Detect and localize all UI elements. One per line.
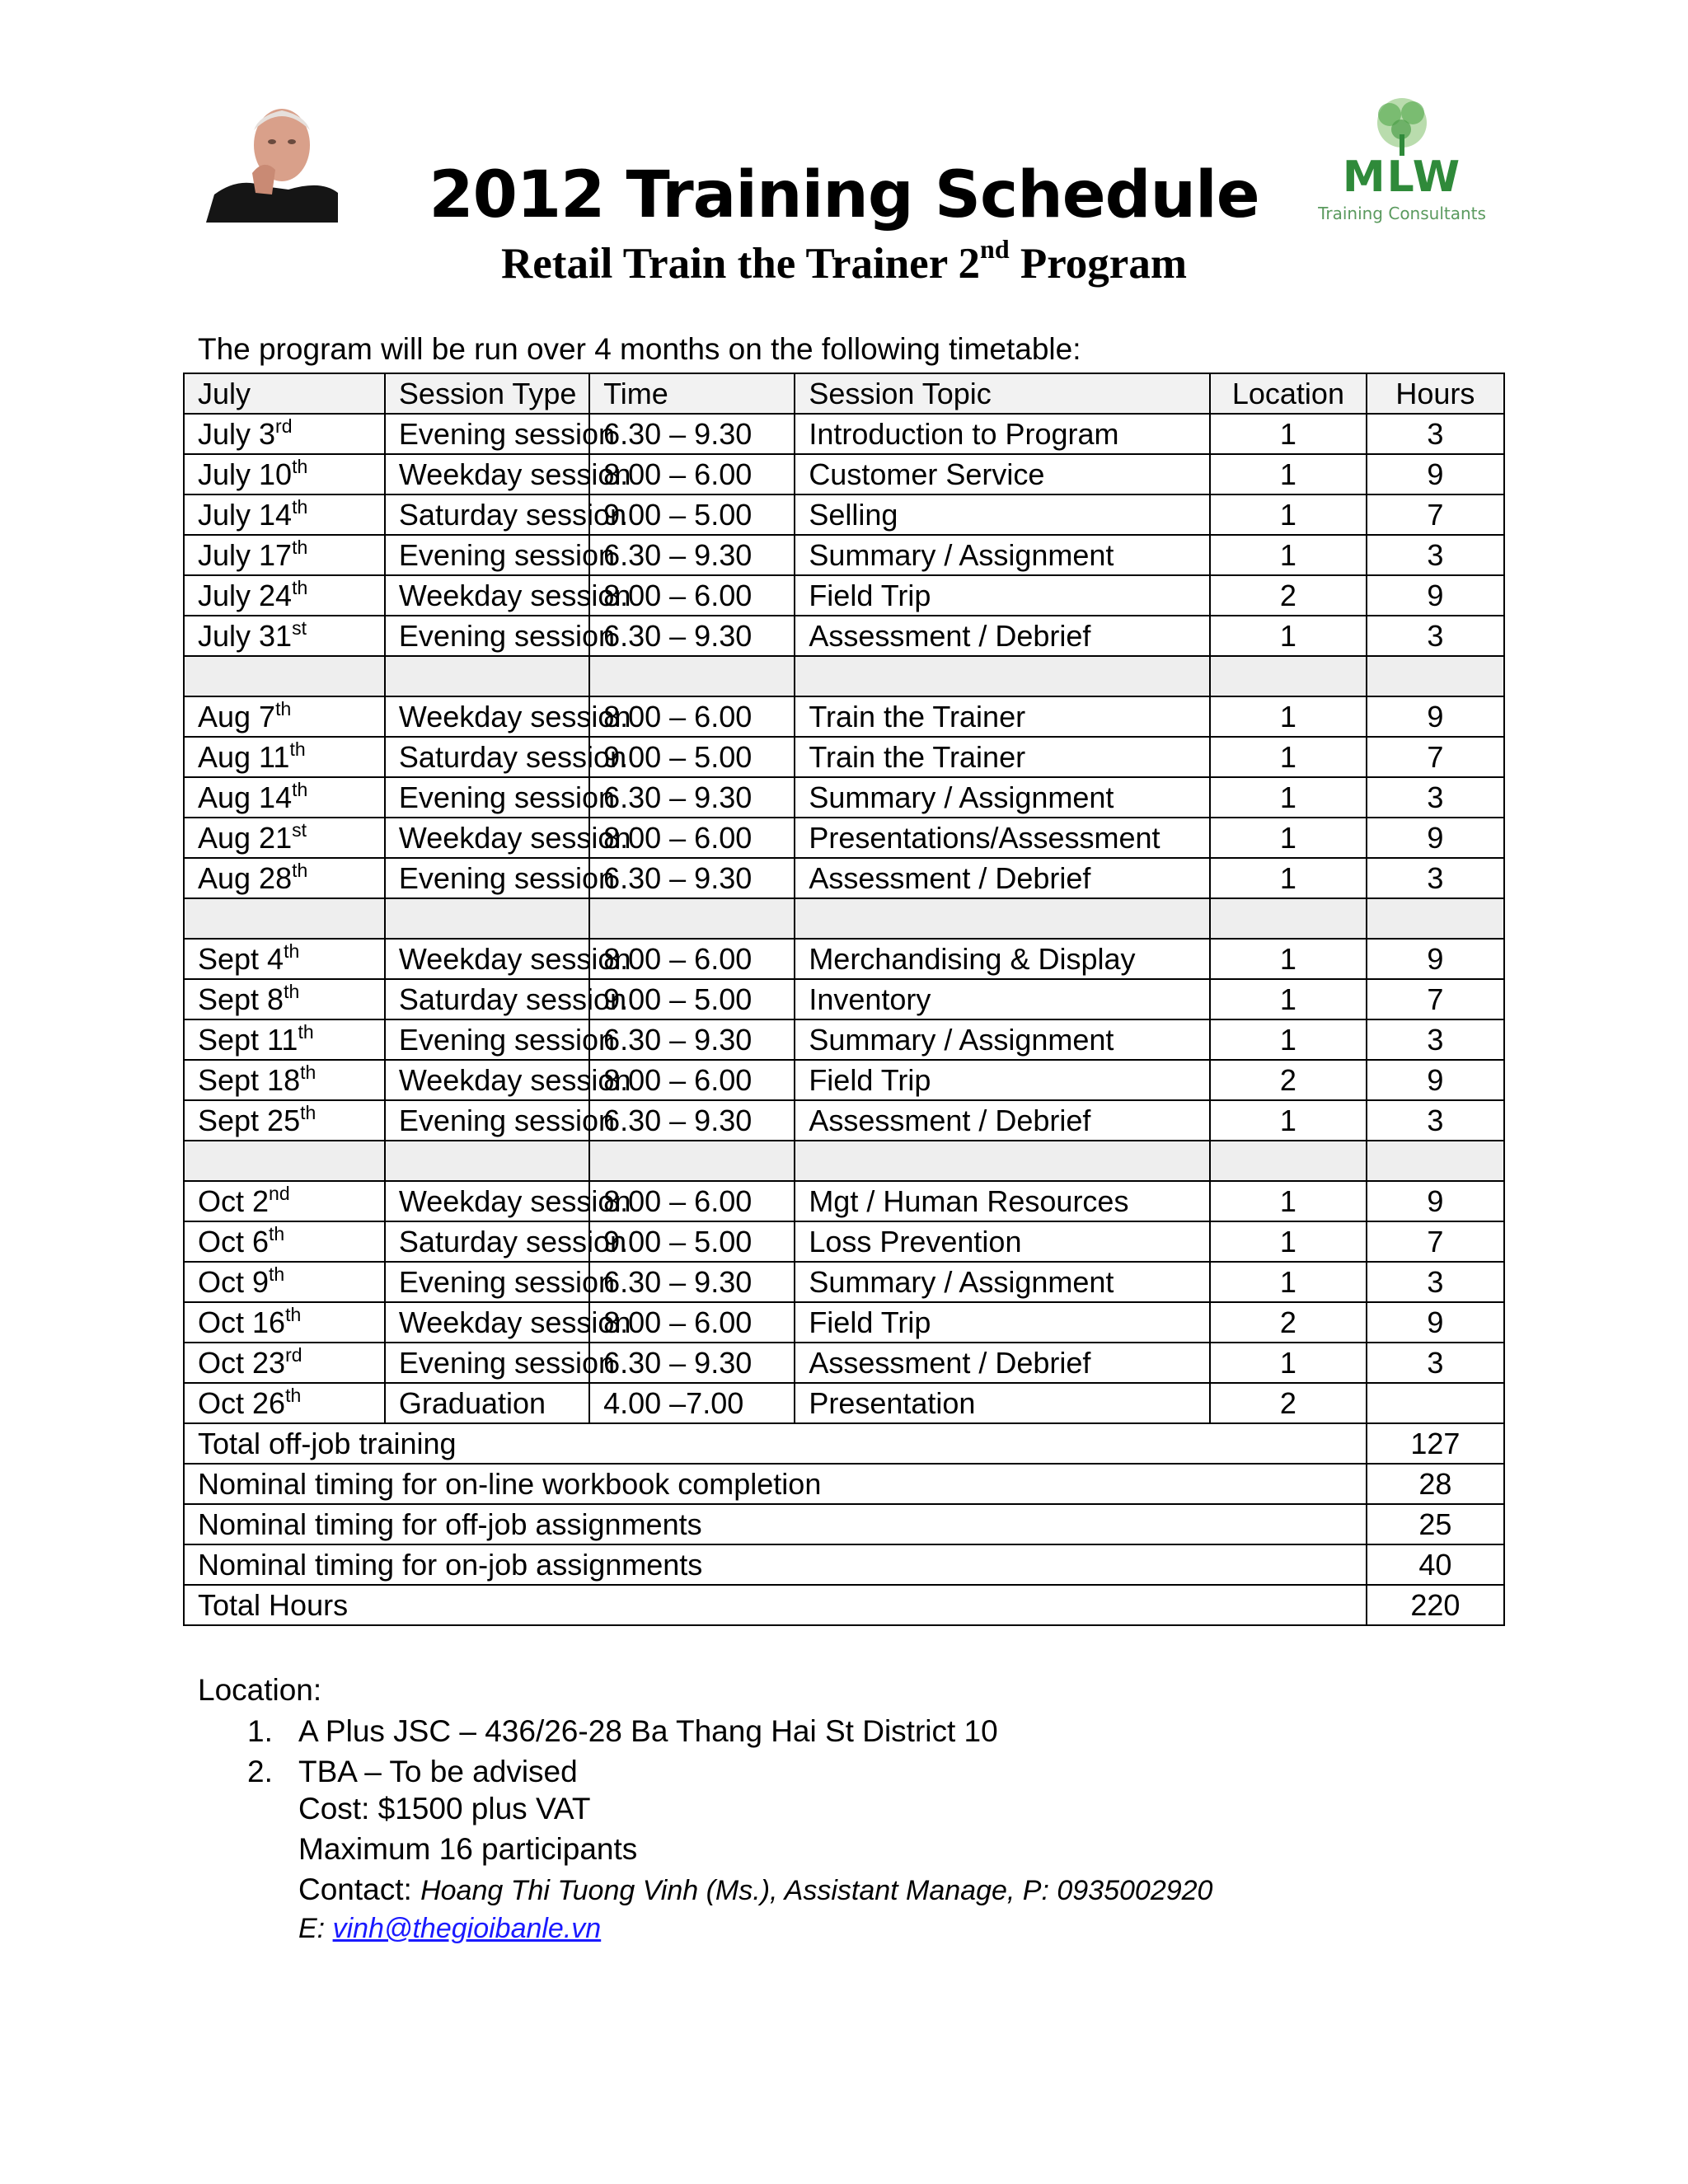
- session-type-cell: Weekday session: [385, 939, 589, 979]
- table-row: [184, 1019, 1504, 1060]
- topic-cell: Field Trip: [795, 1060, 1210, 1100]
- topic-cell: Selling: [795, 494, 1210, 535]
- summary-label: Total off-job training: [184, 1423, 1367, 1464]
- location-cell: 1: [1210, 1221, 1367, 1262]
- location-cell: 1: [1210, 777, 1367, 818]
- hours-cell: 3: [1367, 777, 1504, 818]
- email-link[interactable]: vinh@thegioibanle.vn: [332, 1913, 602, 1944]
- topic-cell: Train the Trainer: [795, 737, 1210, 777]
- location-cell: 1: [1210, 737, 1367, 777]
- topic-cell: Presentation: [795, 1383, 1210, 1423]
- table-row-spacer: [184, 656, 1504, 696]
- date-cell: Aug 28th: [184, 858, 385, 898]
- time-cell: 8.00 – 6.00: [589, 1302, 795, 1343]
- table-row: [184, 1221, 1504, 1262]
- time-cell: 6.30 – 9.30: [589, 1343, 795, 1383]
- location-cell: 2: [1210, 1060, 1367, 1100]
- table-header-row: [184, 373, 1504, 414]
- topic-cell: Assessment / Debrief: [795, 1100, 1210, 1141]
- column-header: Session Topic: [795, 373, 1210, 414]
- hours-cell: 3: [1367, 535, 1504, 575]
- summary-value: 127: [1367, 1423, 1504, 1464]
- time-cell: 6.30 – 9.30: [589, 1100, 795, 1141]
- hours-cell: 7: [1367, 979, 1504, 1019]
- session-type-cell: Evening session: [385, 1343, 589, 1383]
- summary-label: Nominal timing for on-job assignments: [184, 1544, 1367, 1585]
- time-cell: 6.30 – 9.30: [589, 1262, 795, 1302]
- hours-cell: 7: [1367, 737, 1504, 777]
- schedule-table: [183, 373, 1505, 1626]
- date-cell: July 3rd: [184, 414, 385, 454]
- location-cell: 2: [1210, 575, 1367, 616]
- table-row: [184, 494, 1504, 535]
- session-type-cell: Weekday session: [385, 696, 589, 737]
- table-row: [184, 777, 1504, 818]
- empty-cell: [589, 656, 795, 696]
- session-type-cell: Saturday session: [385, 1221, 589, 1262]
- contact-detail: Hoang Thi Tuong Vinh (Ms.), Assistant Manage, P: 0935002920: [420, 1875, 1213, 1906]
- time-cell: 8.00 – 6.00: [589, 1060, 795, 1100]
- hours-cell: 3: [1367, 616, 1504, 656]
- table-row: [184, 616, 1504, 656]
- time-cell: 8.00 – 6.00: [589, 575, 795, 616]
- session-type-cell: Weekday session: [385, 1181, 589, 1221]
- column-header: Hours: [1367, 373, 1504, 414]
- topic-cell: Summary / Assignment: [795, 1262, 1210, 1302]
- date-cell: Aug 14th: [184, 777, 385, 818]
- hours-cell: 3: [1367, 1343, 1504, 1383]
- table-row: [184, 939, 1504, 979]
- empty-cell: [1367, 656, 1504, 696]
- date-cell: Aug 11th: [184, 737, 385, 777]
- empty-cell: [795, 898, 1210, 939]
- table-row: [184, 535, 1504, 575]
- empty-cell: [795, 1141, 1210, 1181]
- empty-cell: [385, 656, 589, 696]
- location-cell: 1: [1210, 979, 1367, 1019]
- topic-cell: Introduction to Program: [795, 414, 1210, 454]
- location-cell: 2: [1210, 1302, 1367, 1343]
- topic-cell: Field Trip: [795, 575, 1210, 616]
- summary-label: Total Hours: [184, 1585, 1367, 1625]
- session-type-cell: Saturday session: [385, 737, 589, 777]
- time-cell: 9.00 – 5.00: [589, 1221, 795, 1262]
- time-cell: 8.00 – 6.00: [589, 818, 795, 858]
- time-cell: 8.00 – 6.00: [589, 454, 795, 494]
- topic-cell: Presentations/Assessment: [795, 818, 1210, 858]
- summary-row: [184, 1544, 1504, 1585]
- summary-row: [184, 1423, 1504, 1464]
- location-cell: 1: [1210, 494, 1367, 535]
- time-cell: 6.30 – 9.30: [589, 1019, 795, 1060]
- column-header: Session Type: [385, 373, 589, 414]
- hours-cell: 9: [1367, 1181, 1504, 1221]
- location-cell: 1: [1210, 696, 1367, 737]
- table-row-spacer: [184, 898, 1504, 939]
- topic-cell: Inventory: [795, 979, 1210, 1019]
- session-type-cell: Saturday session: [385, 494, 589, 535]
- empty-cell: [1210, 898, 1367, 939]
- location-cell: 1: [1210, 1100, 1367, 1141]
- empty-cell: [184, 656, 385, 696]
- table-row: [184, 858, 1504, 898]
- summary-row: [184, 1585, 1504, 1625]
- location-cell: 2: [1210, 1383, 1367, 1423]
- time-cell: 9.00 – 5.00: [589, 494, 795, 535]
- location-cell: 1: [1210, 1019, 1367, 1060]
- date-cell: Oct 9th: [184, 1262, 385, 1302]
- empty-cell: [184, 898, 385, 939]
- date-cell: Aug 7th: [184, 696, 385, 737]
- hours-cell: [1367, 1383, 1504, 1423]
- location-item: 2. TBA – To be advised: [247, 1755, 578, 1788]
- date-cell: Oct 6th: [184, 1221, 385, 1262]
- date-cell: July 31st: [184, 616, 385, 656]
- time-cell: 6.30 – 9.30: [589, 777, 795, 818]
- session-type-cell: Saturday session: [385, 979, 589, 1019]
- column-header: Time: [589, 373, 795, 414]
- date-cell: Oct 23rd: [184, 1343, 385, 1383]
- hours-cell: 9: [1367, 1302, 1504, 1343]
- table-row: [184, 1343, 1504, 1383]
- date-cell: Oct 2nd: [184, 1181, 385, 1221]
- date-cell: Sept 18th: [184, 1060, 385, 1100]
- empty-cell: [589, 898, 795, 939]
- time-cell: 8.00 – 6.00: [589, 1181, 795, 1221]
- empty-cell: [795, 656, 1210, 696]
- date-cell: Sept 25th: [184, 1100, 385, 1141]
- session-type-cell: Weekday session: [385, 454, 589, 494]
- topic-cell: Customer Service: [795, 454, 1210, 494]
- time-cell: 6.30 – 9.30: [589, 414, 795, 454]
- intro-text: The program will be run over 4 months on the following timetable:: [198, 332, 1081, 366]
- location-item: 1. A Plus JSC – 436/26-28 Ba Thang Hai St District 10: [247, 1714, 998, 1748]
- topic-cell: Assessment / Debrief: [795, 616, 1210, 656]
- topic-cell: Assessment / Debrief: [795, 1343, 1210, 1383]
- time-cell: 8.00 – 6.00: [589, 696, 795, 737]
- topic-cell: Merchandising & Display: [795, 939, 1210, 979]
- session-type-cell: Evening session: [385, 777, 589, 818]
- session-type-cell: Evening session: [385, 1019, 589, 1060]
- table-row: [184, 1262, 1504, 1302]
- summary-value: 25: [1367, 1504, 1504, 1544]
- date-cell: Sept 4th: [184, 939, 385, 979]
- logo-subtitle: Training Consultants: [1318, 204, 1486, 223]
- empty-cell: [385, 898, 589, 939]
- table-row: [184, 414, 1504, 454]
- column-header: Location: [1210, 373, 1367, 414]
- topic-cell: Loss Prevention: [795, 1221, 1210, 1262]
- date-cell: Sept 11th: [184, 1019, 385, 1060]
- summary-value: 220: [1367, 1585, 1504, 1625]
- session-type-cell: Evening session: [385, 858, 589, 898]
- session-type-cell: Graduation: [385, 1383, 589, 1423]
- hours-cell: 9: [1367, 1060, 1504, 1100]
- summary-row: [184, 1504, 1504, 1544]
- time-cell: 6.30 – 9.30: [589, 616, 795, 656]
- empty-cell: [1367, 898, 1504, 939]
- topic-cell: Summary / Assignment: [795, 535, 1210, 575]
- location-label: Location:: [198, 1673, 322, 1707]
- summary-row: [184, 1464, 1504, 1504]
- page-title: 2012 Training Schedule: [429, 158, 1259, 232]
- date-cell: July 24th: [184, 575, 385, 616]
- location-cell: 1: [1210, 1262, 1367, 1302]
- location-list: [247, 1711, 998, 1792]
- session-type-cell: Evening session: [385, 1100, 589, 1141]
- hours-cell: 3: [1367, 1262, 1504, 1302]
- empty-cell: [1367, 1141, 1504, 1181]
- table-row-spacer: [184, 1141, 1504, 1181]
- topic-cell: Train the Trainer: [795, 696, 1210, 737]
- hours-cell: 9: [1367, 454, 1504, 494]
- topic-cell: Mgt / Human Resources: [795, 1181, 1210, 1221]
- column-header: July: [184, 373, 385, 414]
- date-cell: Oct 16th: [184, 1302, 385, 1343]
- location-cell: 1: [1210, 818, 1367, 858]
- empty-cell: [1210, 656, 1367, 696]
- location-cell: 1: [1210, 858, 1367, 898]
- session-type-cell: Weekday session: [385, 1060, 589, 1100]
- table-row: [184, 575, 1504, 616]
- topic-cell: Assessment / Debrief: [795, 858, 1210, 898]
- cost-text: Cost: $1500 plus VAT: [298, 1792, 591, 1825]
- empty-cell: [1210, 1141, 1367, 1181]
- date-cell: Aug 21st: [184, 818, 385, 858]
- topic-cell: Summary / Assignment: [795, 1019, 1210, 1060]
- hours-cell: 9: [1367, 575, 1504, 616]
- date-cell: July 14th: [184, 494, 385, 535]
- hours-cell: 3: [1367, 1019, 1504, 1060]
- time-cell: 9.00 – 5.00: [589, 979, 795, 1019]
- summary-value: 28: [1367, 1464, 1504, 1504]
- logo-text: MLW: [1342, 152, 1462, 202]
- table-row: [184, 1100, 1504, 1141]
- time-cell: 6.30 – 9.30: [589, 858, 795, 898]
- hours-cell: 7: [1367, 494, 1504, 535]
- time-cell: 6.30 – 9.30: [589, 535, 795, 575]
- session-type-cell: Evening session: [385, 1262, 589, 1302]
- date-cell: July 17th: [184, 535, 385, 575]
- topic-cell: Summary / Assignment: [795, 777, 1210, 818]
- session-type-cell: Weekday session: [385, 1302, 589, 1343]
- summary-value: 40: [1367, 1544, 1504, 1585]
- empty-cell: [184, 1141, 385, 1181]
- date-cell: July 10th: [184, 454, 385, 494]
- time-cell: 9.00 – 5.00: [589, 737, 795, 777]
- table-row: [184, 818, 1504, 858]
- hours-cell: 9: [1367, 818, 1504, 858]
- location-cell: 1: [1210, 454, 1367, 494]
- empty-cell: [385, 1141, 589, 1181]
- location-cell: 1: [1210, 1343, 1367, 1383]
- hours-cell: 3: [1367, 414, 1504, 454]
- topic-cell: Field Trip: [795, 1302, 1210, 1343]
- summary-label: Nominal timing for on-line workbook completion: [184, 1464, 1367, 1504]
- summary-label: Nominal timing for off-job assignments: [184, 1504, 1367, 1544]
- table-row: [184, 1302, 1504, 1343]
- session-type-cell: Evening session: [385, 616, 589, 656]
- page-subtitle: Retail Train the Trainer 2nd Program: [501, 234, 1187, 288]
- hours-cell: 3: [1367, 858, 1504, 898]
- hours-cell: 7: [1367, 1221, 1504, 1262]
- table-row: [184, 1181, 1504, 1221]
- session-type-cell: Weekday session: [385, 818, 589, 858]
- date-cell: Sept 8th: [184, 979, 385, 1019]
- date-cell: Oct 26th: [184, 1383, 385, 1423]
- hours-cell: 3: [1367, 1100, 1504, 1141]
- location-cell: 1: [1210, 535, 1367, 575]
- email-line: E: vinh@thegioibanle.vn: [298, 1913, 602, 1944]
- empty-cell: [589, 1141, 795, 1181]
- session-type-cell: Evening session: [385, 414, 589, 454]
- contact-line: Contact: Hoang Thi Tuong Vinh (Ms.), Assistant Manage, P: 0935002920: [298, 1872, 1213, 1906]
- hours-cell: 9: [1367, 696, 1504, 737]
- session-type-cell: Evening session: [385, 535, 589, 575]
- hours-cell: 9: [1367, 939, 1504, 979]
- max-participants-text: Maximum 16 participants: [298, 1832, 638, 1866]
- table-row: [184, 696, 1504, 737]
- table-row: [184, 737, 1504, 777]
- table-row: [184, 1060, 1504, 1100]
- table-row: [184, 979, 1504, 1019]
- location-cell: 1: [1210, 939, 1367, 979]
- time-cell: 8.00 – 6.00: [589, 939, 795, 979]
- table-row: [184, 1383, 1504, 1423]
- location-cell: 1: [1210, 1181, 1367, 1221]
- session-type-cell: Weekday session: [385, 575, 589, 616]
- location-cell: 1: [1210, 414, 1367, 454]
- table-row: [184, 454, 1504, 494]
- location-cell: 1: [1210, 616, 1367, 656]
- time-cell: 4.00 –7.00: [589, 1383, 795, 1423]
